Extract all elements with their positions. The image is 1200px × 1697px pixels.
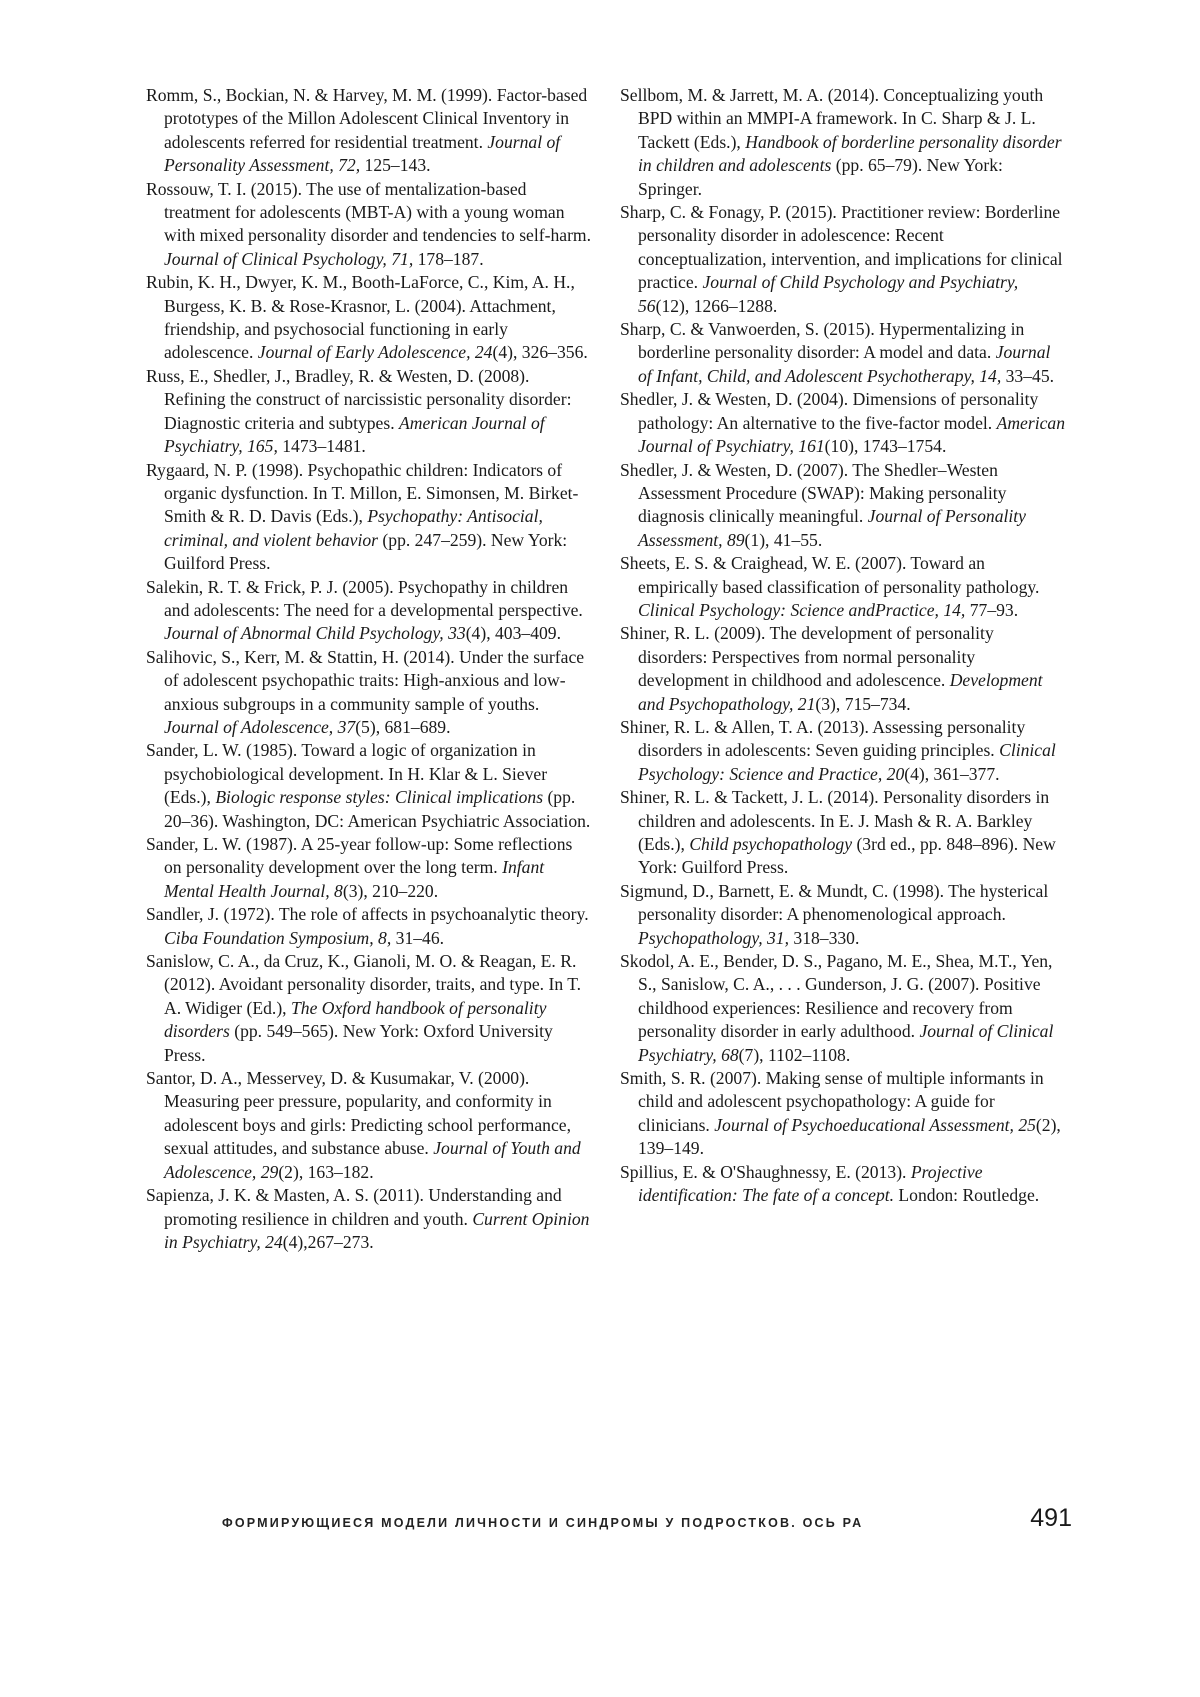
reference-entry bbox=[620, 950, 1066, 1067]
reference-entry bbox=[620, 552, 1066, 622]
reference-pages: 125–143. bbox=[360, 155, 431, 176]
reference-pages: 318–330. bbox=[789, 927, 860, 948]
reference-pages: 1473–1481. bbox=[277, 436, 366, 457]
reference-source-italic: Journal of Child Psychology and Psychiatry, 56 bbox=[638, 272, 1019, 316]
reference-text: Sharp, C. & Fonagy, P. (2015). Practitioner review: Borderline personality disorder in adolescence: Recent conceptualization, intervention, and implications for clinical practice. bbox=[620, 202, 1063, 293]
reference-source-italic: Biologic response styles: Clinical implications bbox=[215, 787, 544, 808]
reference-pages: (pp. 247–259). New York: Guilford Press. bbox=[164, 529, 568, 574]
reference-entry bbox=[620, 716, 1066, 786]
reference-text: Sander, L. W. (1985). Toward a logic of organization in psychobiological development. In H. Klar & L. Siever (Eds.), bbox=[146, 740, 548, 808]
reference-pages: (4), 326–356. bbox=[492, 342, 588, 363]
reference-pages: 31–46. bbox=[391, 927, 445, 948]
reference-pages: (3rd ed., pp. 848–896). New York: Guilford Press. bbox=[638, 834, 1056, 878]
reference-text: Skodol, A. E., Bender, D. S., Pagano, M. E., Shea, M.T., Yen, S., Sanislow, C. A., . . . Gunderson, J. G. (2007). Positive childhood experiences: Resilience and recovery from personality disorder in early adulthood. bbox=[620, 951, 1053, 1042]
reference-source-italic: Infant Mental Health Journal, 8 bbox=[164, 857, 545, 901]
reference-text: Shiner, R. L. & Tackett, J. L. (2014). Personality disorders in children and adolescents. In E. J. Mash & R. A. Barkley (Eds.), bbox=[620, 787, 1050, 854]
reference-entry bbox=[620, 880, 1066, 950]
reference-source-italic: Journal of Adolescence, 37 bbox=[164, 716, 356, 737]
reference-text: Sandler, J. (1972). The role of affects in psychoanalytic theory. bbox=[146, 904, 589, 925]
reference-pages: (10), 1743–1754. bbox=[824, 436, 947, 457]
reference-pages: (12), 1266–1288. bbox=[655, 295, 778, 316]
reference-source-italic: American Journal of Psychiatry, 165, bbox=[164, 412, 545, 457]
reference-text: Sellbom, M. & Jarrett, M. A. (2014). Conceptualizing youth BPD within an MMPI-A framework. In C. Sharp & J. L. Tackett (Eds.), bbox=[620, 85, 1044, 152]
reference-pages: (4), 361–377. bbox=[904, 763, 1000, 784]
reference-entry bbox=[620, 1067, 1066, 1161]
reference-entry bbox=[620, 201, 1066, 318]
reference-text: Salihovic, S., Kerr, M. & Stattin, H. (2014). Under the surface of adolescent psychopathic traits: High-anxious and low-anxious subgroups in a community sample of youths. bbox=[146, 646, 585, 714]
reference-source-italic: Journal of Infant, Child, and Adolescent Psychotherapy, 14, bbox=[638, 342, 1051, 386]
reference-entry bbox=[620, 84, 1066, 201]
reference-source-italic: Clinical Psychology: Science and Practice, 20 bbox=[638, 740, 1056, 784]
reference-pages: (4),267–273. bbox=[282, 1231, 374, 1252]
reference-text: Salekin, R. T. & Frick, P. J. (2005). Psychopathy in children and adolescents: The need for a developmental perspective. bbox=[146, 576, 583, 620]
reference-pages: (pp. 20–36). Washington, DC: American Psychiatric Association. bbox=[164, 787, 591, 831]
reference-text: Smith, S. R. (2007). Making sense of multiple informants in child and adolescent psychopathology: A guide for clinicians. bbox=[620, 1068, 1044, 1135]
reference-text: Sharp, C. & Vanwoerden, S. (2015). Hypermentalizing in borderline personality disorder: A model and data. bbox=[620, 319, 1025, 363]
reference-text: Shedler, J. & Westen, D. (2007). The Shedler–Westen Assessment Procedure (SWAP): Making personality diagnosis clinically meaningful. bbox=[620, 459, 1007, 527]
reference-pages: (3), 715–734. bbox=[815, 693, 911, 714]
reference-entry bbox=[620, 388, 1066, 458]
reference-source-italic: Projective identification: The fate of a concept. bbox=[638, 1161, 983, 1206]
reference-source-italic: The Oxford handbook of personality disorders bbox=[164, 997, 547, 1042]
reference-pages: (4), 403–409. bbox=[465, 623, 561, 644]
reference-source-italic: Journal of Abnormal Child Psychology, 33 bbox=[164, 623, 466, 644]
reference-pages: 33–45. bbox=[1001, 365, 1055, 386]
references-left-column bbox=[146, 84, 592, 1254]
reference-entry bbox=[146, 178, 592, 272]
reference-source-italic: Journal of Personality Assessment, 72, bbox=[164, 131, 561, 176]
reference-entry bbox=[620, 459, 1066, 553]
reference-source-italic: Psychopathology, 31, bbox=[638, 927, 789, 948]
reference-entry bbox=[146, 365, 592, 459]
reference-text: Sanislow, C. A., da Cruz, K., Gianoli, M. O. & Reagan, E. R. (2012). Avoidant personality disorder, traits, and type. In T. A. Widiger (Ed.), bbox=[146, 951, 582, 1018]
reference-text: Rygaard, N. P. (1998). Psychopathic children: Indicators of organic dysfunction. In T. Millon, E. Simonsen, M. Birket-Smith & R. D. Davis (Eds.), bbox=[146, 459, 579, 527]
reference-pages: (3), 210–220. bbox=[342, 880, 439, 901]
reference-entry bbox=[146, 271, 592, 365]
reference-entry bbox=[146, 950, 592, 1067]
reference-source-italic: Development and Psychopathology, 21 bbox=[638, 670, 1043, 714]
reference-pages: (2), 139–149. bbox=[638, 1114, 1061, 1159]
reference-text: Shiner, R. L. & Allen, T. A. (2013). Assessing personality disorders in adolescents: Seven guiding principles. bbox=[620, 716, 1026, 761]
reference-pages: London: Routledge. bbox=[894, 1185, 1040, 1206]
reference-entry bbox=[146, 576, 592, 646]
reference-entry bbox=[620, 622, 1066, 716]
reference-text: Shiner, R. L. (2009). The development of personality disorders: Perspectives from normal personality development in childhood and adolescence. bbox=[620, 623, 994, 691]
references-right-column bbox=[620, 84, 1066, 1208]
reference-text: Spillius, E. & O'Shaughnessy, E. (2013). bbox=[620, 1161, 911, 1182]
reference-source-italic: Current Opinion in Psychiatry, 24 bbox=[164, 1208, 590, 1252]
reference-entry bbox=[146, 1067, 592, 1184]
reference-pages: (pp. 549–565). New York: Oxford University Press. bbox=[164, 1021, 553, 1065]
reference-source-italic: Psychopathy: Antisocial, criminal, and violent behavior bbox=[164, 506, 543, 550]
running-head: ФОРМИРУЮЩИЕСЯ МОДЕЛИ ЛИЧНОСТИ И СИНДРОМЫ У ПОДРОСТКОВ. ОСЬ PA bbox=[222, 1516, 864, 1530]
reference-entry bbox=[146, 903, 592, 950]
reference-pages: (pp. 65–79). New York: Springer. bbox=[638, 155, 1003, 199]
reference-text: Sheets, E. S. & Craighead, W. E. (2007). Toward an empirically based classification of personality pathology. bbox=[620, 553, 1040, 597]
reference-entry bbox=[146, 833, 592, 903]
reference-source-italic: Journal of Clinical Psychology, 71, bbox=[164, 248, 414, 269]
reference-source-italic: Journal of Personality Assessment, 89 bbox=[638, 506, 1026, 550]
reference-entry bbox=[620, 786, 1066, 880]
reference-source-italic: Clinical Psychology: Science andPractice, 14, bbox=[638, 599, 966, 620]
reference-pages: (5), 681–689. bbox=[355, 716, 451, 737]
reference-text: Rubin, K. H., Dwyer, K. M., Booth-LaForce, C., Kim, A. H., Burgess, K. B. & Rose-Krasnor, L. (2004). Attachment, friendship, and psychosocial functioning in early adolescence. bbox=[146, 272, 575, 363]
reference-entry bbox=[146, 459, 592, 576]
reference-source-italic: Ciba Foundation Symposium, 8, bbox=[164, 927, 392, 948]
reference-text: Shedler, J. & Westen, D. (2004). Dimensions of personality pathology: An alternative to the five-factor model. bbox=[620, 389, 1039, 433]
reference-text: Sapienza, J. K. & Masten, A. S. (2011). Understanding and promoting resilience in children and youth. bbox=[146, 1185, 562, 1229]
reference-text: Russ, E., Shedler, J., Bradley, R. & Westen, D. (2008). Refining the construct of narcissistic personality disorder: Diagnostic criteria and subtypes. bbox=[146, 365, 572, 433]
reference-entry bbox=[146, 739, 592, 833]
reference-entry bbox=[146, 646, 592, 740]
reference-source-italic: Journal of Psychoeducational Assessment, 25 bbox=[714, 1114, 1036, 1135]
reference-text: Sigmund, D., Barnett, E. & Mundt, C. (1998). The hysterical personality disorder: A phenomenological approach. bbox=[620, 880, 1049, 925]
reference-entry bbox=[146, 1184, 592, 1254]
reference-pages: (2), 163–182. bbox=[278, 1161, 374, 1182]
reference-entry bbox=[620, 318, 1066, 388]
reference-text: Romm, S., Bockian, N. & Harvey, M. M. (1999). Factor-based prototypes of the Millon Adolescent Clinical Inventory in adolescents referred for residential treatment. bbox=[146, 85, 588, 152]
reference-pages: 178–187. bbox=[413, 248, 484, 269]
reference-source-italic: Journal of Clinical Psychiatry, 68 bbox=[638, 1021, 1054, 1065]
reference-entry bbox=[146, 84, 592, 178]
reference-text: Rossouw, T. I. (2015). The use of mentalization-based treatment for adolescents (MBT-A) with a young woman with mixed personality disorder and tendencies to self-harm. bbox=[146, 178, 592, 246]
reference-entry bbox=[620, 1161, 1066, 1208]
reference-source-italic: Child psychopathology bbox=[689, 834, 853, 854]
reference-source-italic: Handbook of borderline personality disorder in children and adolescents bbox=[638, 131, 1062, 176]
reference-source-italic: American Journal of Psychiatry, 161 bbox=[638, 412, 1066, 457]
reference-pages: 77–93. bbox=[965, 599, 1019, 620]
reference-source-italic: Journal of Early Adolescence, 24 bbox=[257, 342, 493, 363]
reference-source-italic: Journal of Youth and Adolescence, 29 bbox=[164, 1138, 581, 1182]
page-number: 491 bbox=[1030, 1504, 1072, 1532]
page-footer bbox=[222, 1504, 1072, 1538]
reference-text: Sander, L. W. (1987). A 25-year follow-up: Some reflections on personality development over the long term. bbox=[146, 834, 573, 878]
reference-pages: (1), 41–55. bbox=[744, 529, 823, 550]
reference-pages: (7), 1102–1108. bbox=[738, 1044, 851, 1065]
reference-text: Santor, D. A., Messervey, D. & Kusumakar, V. (2000). Measuring peer pressure, popularity, and conformity in adolescent boys and girls: Predicting school performance, sexual attitudes, and substance abuse. bbox=[146, 1068, 571, 1159]
